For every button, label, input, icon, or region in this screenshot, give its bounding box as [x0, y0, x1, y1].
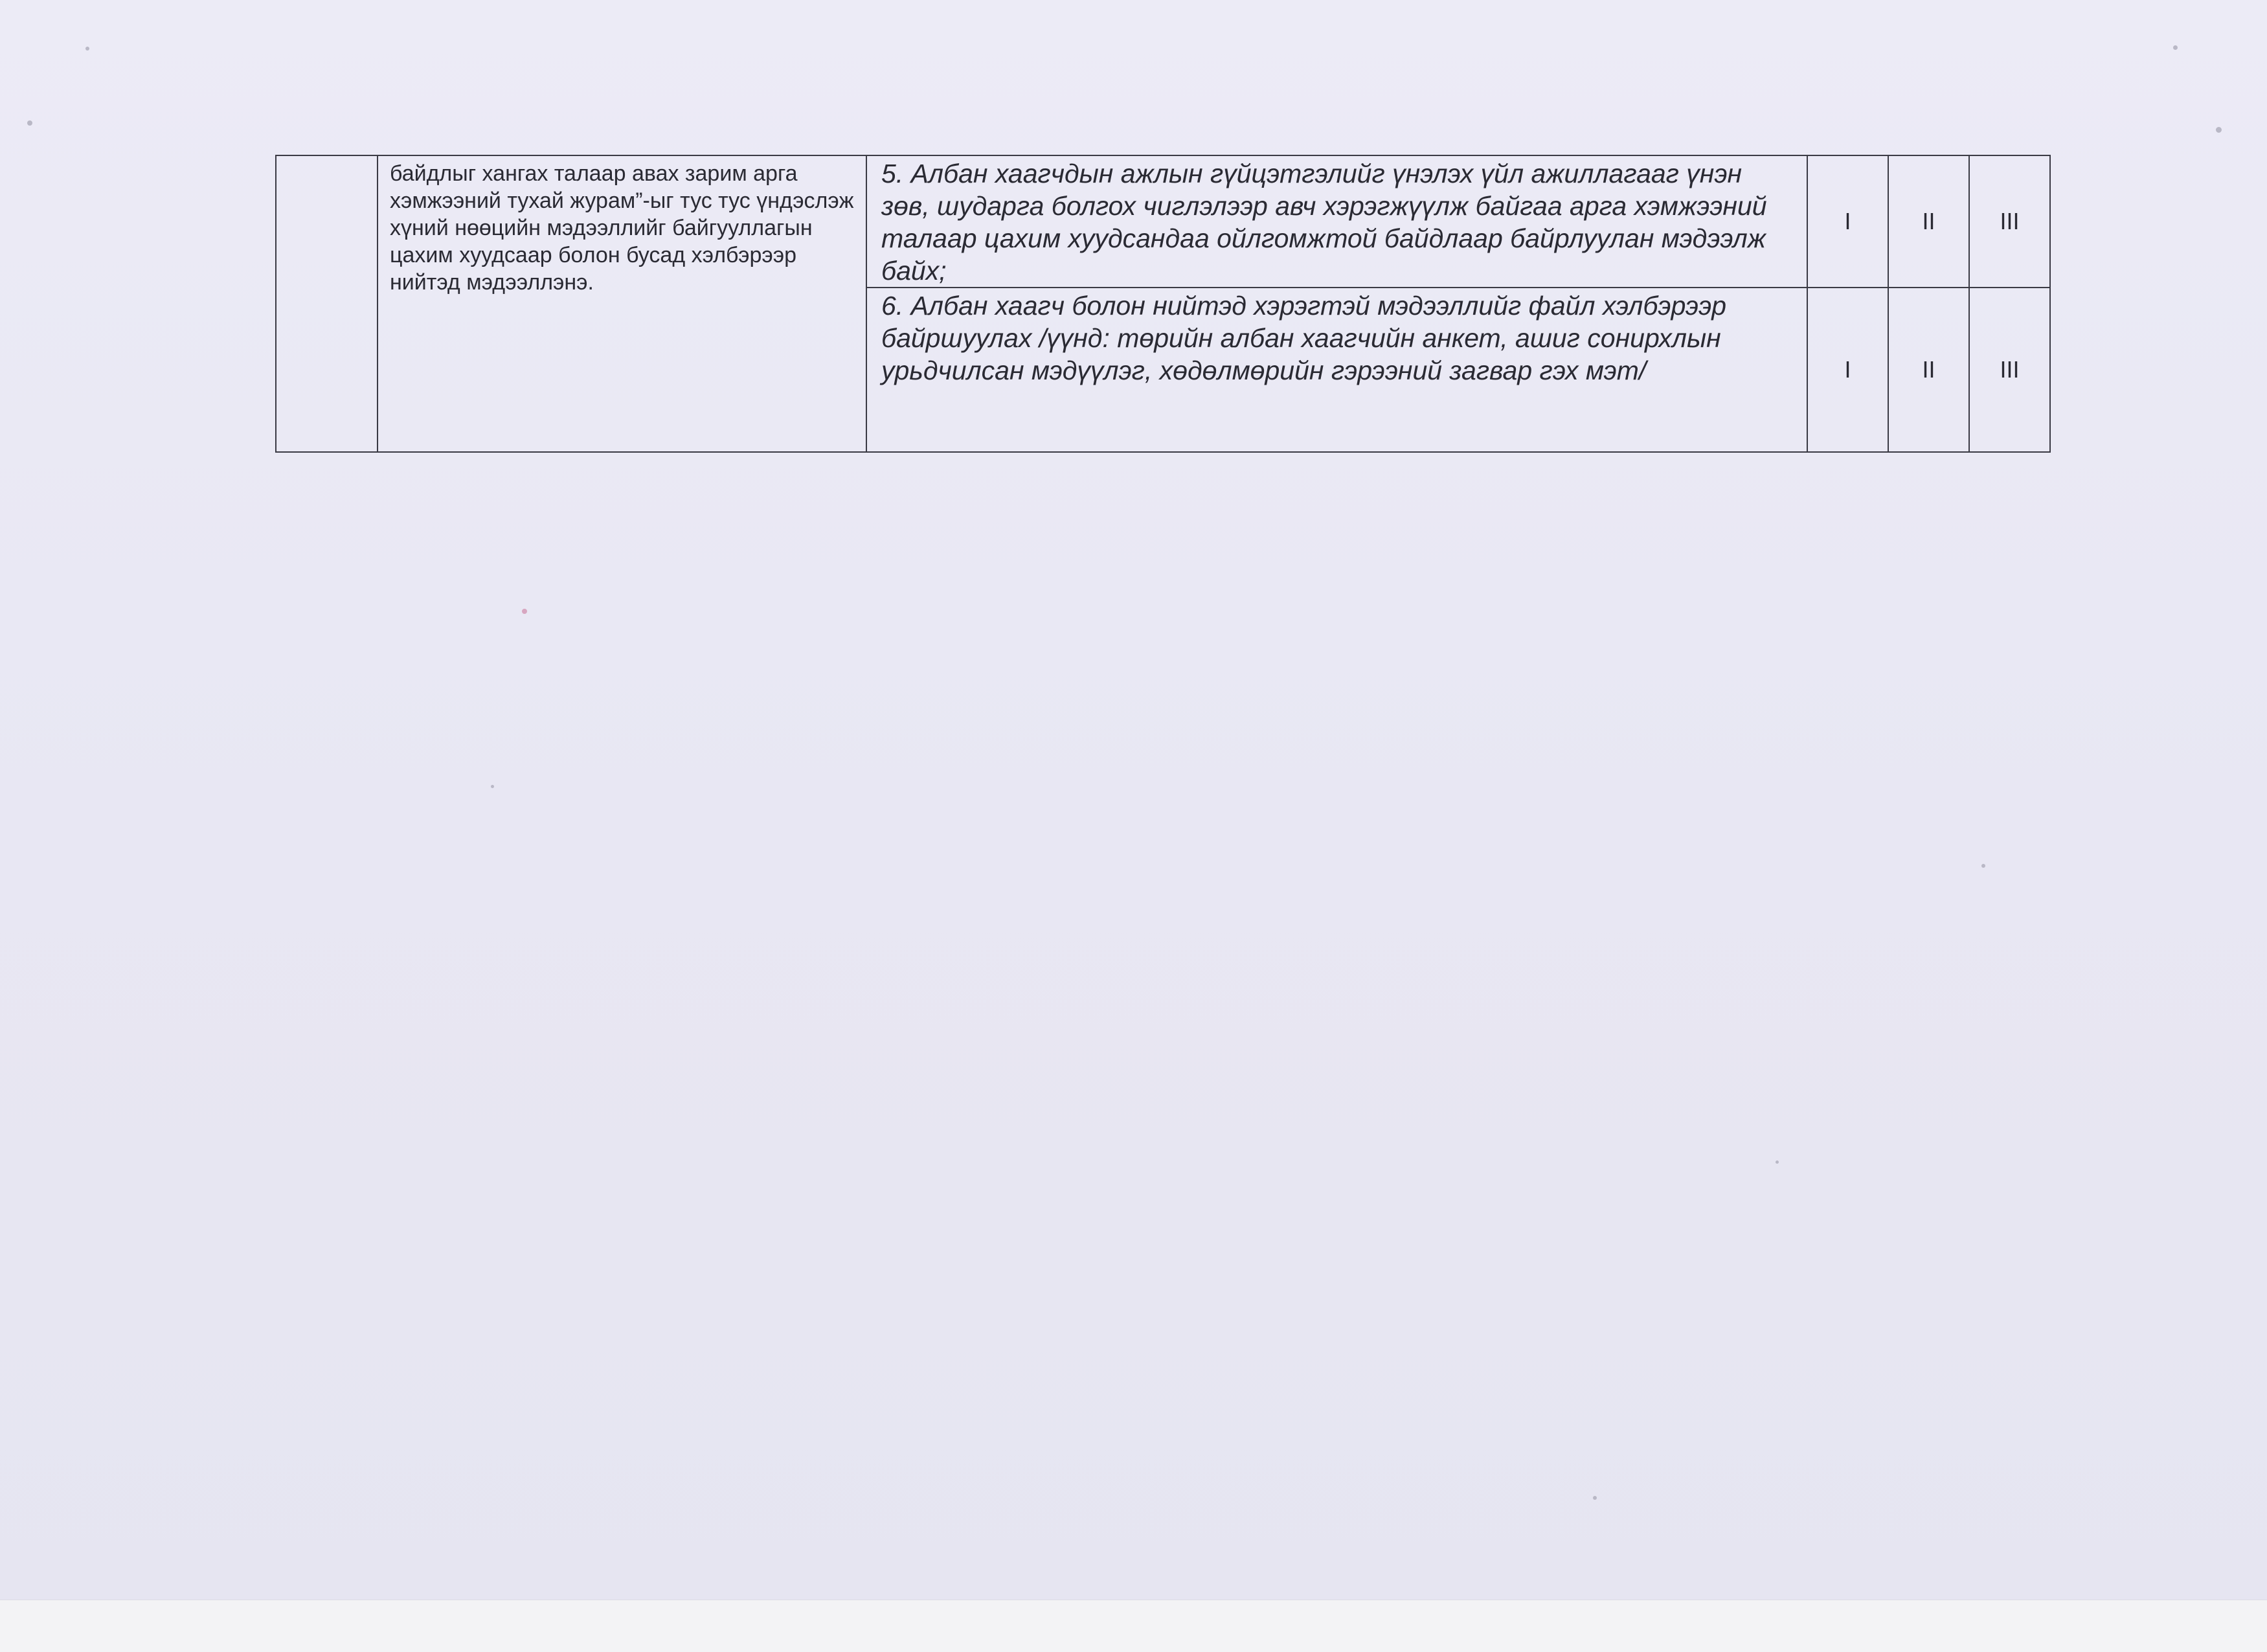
- action-text: 5. Албан хаагчдын ажлын гүйцэтгэлийг үнэлэх үйл ажиллагааг үнэн зөв, шударга болгох чиглэлээр авч хэрэгжүүлж байгаа арга хэмжээний талаар цахим хуудсандаа ойлгомжтой байдлаар байрлуулан мэдээлж байх;: [881, 159, 1767, 286]
- period-cell-1: I: [1807, 288, 1888, 452]
- plan-table: [275, 155, 2051, 453]
- scan-bottom-edge: [0, 1600, 2267, 1652]
- period-cell-3: III: [1969, 155, 2050, 288]
- action-cell: [866, 288, 1807, 452]
- description-cell: [378, 155, 866, 452]
- number-cell: [276, 155, 378, 452]
- description-text: байдлыг хангах талаар авах зарим арга хэмжээний тухай журам”-ыг тус тус үндэслэж хүний нөөцийн мэдээллийг байгууллагын цахим хуудсаар болон бусад хэлбэрээр нийтэд мэдээллэнэ.: [390, 161, 854, 295]
- action-cell: [866, 155, 1807, 288]
- period-cell-3: III: [1969, 288, 2050, 452]
- scan-speck: [2173, 45, 2178, 50]
- scan-speck: [1593, 1496, 1597, 1500]
- action-text: 6. Албан хаагч болон нийтэд хэрэгтэй мэдээллийг файл хэлбэрээр байршуулах /үүнд: төрийн албан хаагчийн анкет, ашиг сонирхлын урьдчилсан мэдүүлэг, хөдөлмөрийн гэрээний загвар гэх мэт/: [881, 291, 1727, 385]
- period-cell-1: I: [1807, 155, 1888, 288]
- scan-speck: [1776, 1160, 1779, 1164]
- table-row: [276, 155, 2050, 288]
- scan-speck: [85, 47, 89, 51]
- scan-speck: [491, 785, 494, 788]
- scan-speck: [522, 609, 527, 614]
- scan-speck: [2216, 127, 2222, 133]
- scan-speck: [27, 120, 32, 126]
- scan-speck: [1981, 864, 1985, 868]
- period-cell-2: II: [1888, 155, 1969, 288]
- period-cell-2: II: [1888, 288, 1969, 452]
